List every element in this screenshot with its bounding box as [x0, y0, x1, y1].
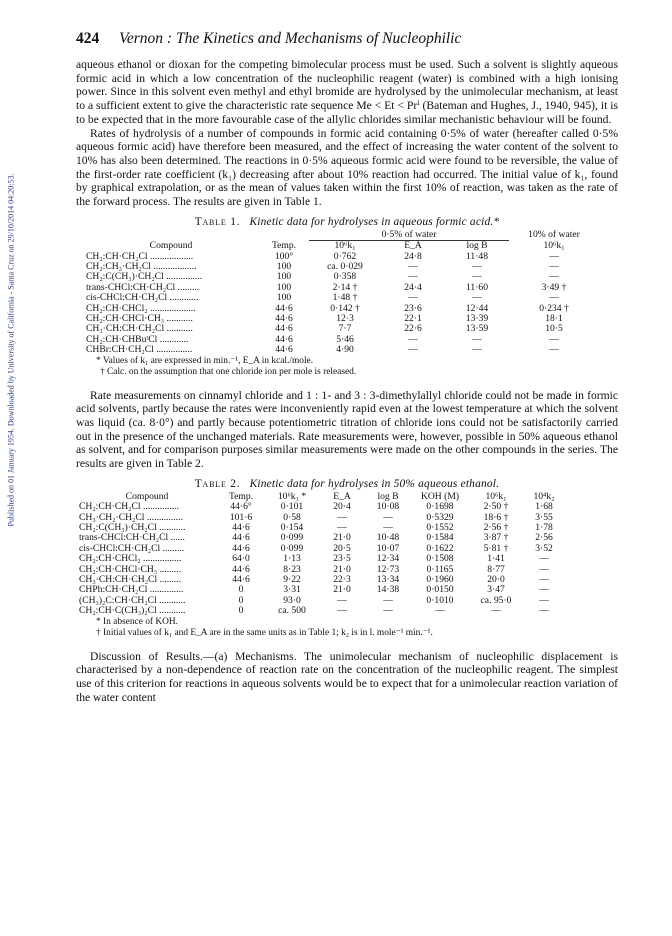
table2-col-k1-koh: 10⁶k₁: [485, 490, 507, 502]
table2-cell: 12·34: [376, 553, 400, 565]
table1-note-2: † Calc. on the assumption that one chloride ion per mole is released.: [100, 367, 357, 378]
table1-cell: 12·3: [336, 312, 354, 324]
table1-cell: —: [549, 271, 559, 283]
table2-cell: 0·1960: [426, 574, 454, 586]
table2-row: [76, 606, 564, 616]
table2-cell: 21·0: [333, 584, 351, 596]
table1-cell: —: [472, 271, 482, 283]
table2-cell: 20·4: [333, 501, 351, 513]
table2-cell: 0·099: [280, 542, 304, 554]
table2-cell: 13·34: [376, 574, 400, 586]
table1-cell: —: [549, 250, 559, 262]
paragraph-4: Discussion of Results.—(a) Mechanisms. The unimolecular mechanism of nucleophilic displacement is characterised by a non-dependence of reaction rate on the concentration of the nucleophilic reagent. The simplest use of this criterion for reactions in aqueous solvents would be to expect that for a unimolecular reaction variation of the water content: [76, 649, 618, 704]
table1-cell: 13·59: [465, 323, 489, 335]
table2-cell: 0·0150: [426, 584, 454, 596]
table2-cell: ca. 500: [278, 605, 306, 617]
table2-cell: 44·6: [232, 574, 250, 586]
table2-cell: 14·38: [376, 584, 400, 596]
table1-cell: 23·6: [404, 302, 422, 314]
table1-cell: —: [408, 271, 418, 283]
table2-cell: —: [539, 574, 549, 586]
table2-cell: —: [539, 584, 549, 596]
table2-note-2: † Initial values of k₁ and E_A are in the same units as in Table 1; k₂ is in l. mole⁻¹ min.⁻¹.: [96, 628, 433, 639]
table1-cell: —: [549, 344, 559, 356]
journal-page: [76, 30, 618, 705]
table1-cell: 18·1: [545, 312, 563, 324]
table1-cell: 3·49 †: [541, 281, 567, 293]
table1-cell: —: [549, 260, 559, 272]
table2-cell: 0·1698: [426, 501, 454, 513]
table2-cell: —: [337, 605, 347, 617]
table2-cell: (CH₃)₂C:CH·CH₂Cl ...........: [79, 594, 186, 606]
table1-cell: 44·6: [275, 344, 293, 356]
page-number: 424: [76, 30, 100, 47]
table2-cell: 0·1584: [426, 532, 454, 544]
table2-cell: 23·5: [333, 553, 351, 565]
table1-cell: —: [549, 333, 559, 345]
table2-cell: —: [337, 522, 347, 534]
running-title: Vernon : The Kinetics and Mechanisms of Nucleophilic: [119, 30, 462, 47]
table2-cell: 101·6: [229, 511, 253, 523]
table2-cell: CH₂:CH·C(CH₃)₂Cl ...........: [79, 605, 186, 617]
table2-col-temp: Temp.: [228, 490, 254, 502]
table2-cell: 3·31: [283, 584, 301, 596]
table2-cell: 0: [238, 605, 244, 617]
table1-row: [83, 345, 599, 355]
table1-cell: 0·358: [333, 271, 357, 283]
table1-note-1: * Values of k₁ are expressed in min.⁻¹, E_A in kcal./mole.: [96, 355, 314, 366]
table2: [76, 492, 564, 617]
table1-header-row: [83, 241, 599, 252]
table1-cell: 100: [276, 281, 292, 293]
table2-cell: CH₂:CH·CHCl·CH₃ .........: [79, 563, 182, 575]
table1-cell: 0·142 †: [330, 302, 360, 314]
table2-cell: 1·78: [535, 522, 553, 534]
table2-cell: 9·22: [283, 574, 301, 586]
table2-cell: —: [383, 605, 393, 617]
table1-cell: —: [472, 344, 482, 356]
table2-cell: 3·87 †: [483, 532, 509, 544]
table1-cell: 13·39: [465, 312, 489, 324]
table2-cell: —: [539, 605, 549, 617]
table2-cell: 12·73: [376, 563, 400, 575]
table2-cell: 44·6°: [230, 501, 252, 513]
table2-cell: 1·41: [487, 553, 505, 565]
table1-cell: 24·8: [404, 250, 422, 262]
table2-cell: 0: [238, 584, 244, 596]
running-header: [76, 30, 618, 50]
table1-cell: CH₂:CH₂·CH₂Cl ..................: [86, 260, 197, 272]
table2-cell: —: [539, 594, 549, 606]
paragraph-1: aqueous ethanol or dioxan for the competing bimolecular process must be used. Such a solvent is slightly aqueous formic acid in which a low concentration of the nucleophilic reagent (water) is combined with a high ionising power. Since in this solvent even methyl and ethyl bromide are hydrolysed by the unimolecular mechanism, at least to a sufficient extent to give the characteristic rate sequence Me < Et < Prⁱ (Bateman and Hughes, J., 1940, 945), it is to be expected that in the more favourable case of the allylic chlorides similar mechanistic behaviour will be found.: [76, 58, 618, 126]
table2-cell: 2·50 †: [483, 501, 509, 513]
table1-cell: CH₂:CH·CHCl·CH₃ ...........: [86, 312, 193, 324]
table2-label: Table 2.: [194, 477, 241, 490]
table2-cell: 64·0: [232, 553, 250, 565]
table1-cell: 24·4: [404, 281, 422, 293]
table2-cell: CHPh:CH·CH₂Cl ..............: [79, 584, 184, 596]
table2-cell: 5·81 †: [483, 542, 509, 554]
table1-cell: 44·6: [275, 302, 293, 314]
table1-cell: 4·90: [336, 344, 354, 356]
table1-cell: 44·6: [275, 333, 293, 345]
table2-cell: 44·6: [232, 563, 250, 575]
table1-cell: —: [408, 292, 418, 304]
table2-cell: 0·154: [280, 522, 304, 534]
side-note-text: Published on 01 January 1954. Downloaded by University of California - Santa Cruz on 29/10/2014 04:20:53.: [6, 173, 16, 527]
table2-col-k2: 10⁴k₂: [533, 490, 555, 502]
table2-cell: ca. 95·0: [480, 594, 512, 606]
table1-cell: —: [549, 292, 559, 304]
table2-body: [76, 502, 564, 616]
table2-cell: 0: [238, 594, 244, 606]
table1-cell: 44·6: [275, 323, 293, 335]
table2-cell: 21·0: [333, 532, 351, 544]
table2-cell: 0·099: [280, 532, 304, 544]
table2-cell: 0·58: [283, 511, 301, 523]
table1-col-k1-10: 10⁶k₁: [543, 239, 565, 251]
table2-cell: 1·68: [535, 501, 553, 513]
table1-cell: 10·5: [545, 323, 563, 335]
table1-cell: CH₂:CH·CHBuᵗCl ............: [86, 333, 189, 345]
table2-cell: 1·13: [283, 553, 301, 565]
table2-col-k1: 10⁶k₁ *: [277, 490, 307, 502]
table1-cell: —: [408, 344, 418, 356]
table2-cell: 10·07: [376, 542, 400, 554]
table2-title: Kinetic data for hydrolyses in 50% aqueous ethanol.: [249, 477, 500, 490]
table2-cell: —: [337, 511, 347, 523]
table2-cell: —: [337, 594, 347, 606]
table2-cell: 3·52: [535, 542, 553, 554]
table1-cell: 7·7: [338, 323, 352, 335]
table2-col-ea: E_A: [333, 490, 351, 502]
table2-cell: —: [383, 522, 393, 534]
table1-cell: 11·60: [465, 281, 489, 293]
table2-cell: —: [539, 563, 549, 575]
table2-cell: 0·1165: [426, 563, 454, 575]
table2-cell: 10·48: [376, 532, 400, 544]
table1-group-row: [83, 230, 599, 241]
table1-cell: 1·48 †: [332, 292, 358, 304]
table2-cell: 20·5: [333, 542, 351, 554]
table2-cell: 0·5329: [426, 511, 454, 523]
table2-cell: 2·56: [535, 532, 553, 544]
table2-col-koh: KOH (M): [420, 490, 460, 502]
table2-cell: 93·0: [283, 594, 301, 606]
table2-cell: —: [383, 511, 393, 523]
table2-cell: CH₃·CH₂·CH₂Cl ...............: [79, 511, 183, 523]
paragraph-3: Rate measurements on cinnamyl chloride and 1 : 1- and 3 : 3-dimethylallyl chloride could not be made in formic acid solvents, partly because the rates were inconveniently rapid even at the lowest temperature at which the solvent was liquid (ca. 8·0°) and partly because potentiometric titration of chloride ions could not be satisfactorily carried out in the presence of the unchanged materials. Rate measurements were, however, possible in 50% aqueous ethanol as solvent, and for comparison purposes similar measurements were made on the other compounds in the series. The results are given in Table 2.: [76, 388, 618, 471]
table1-cell: 100: [276, 292, 292, 304]
table2-cell: 22·3: [333, 574, 351, 586]
table2-cell: 0·1552: [426, 522, 454, 534]
table1-title: Kinetic data for hydrolyses in aqueous formic acid.*: [249, 215, 500, 228]
table1-cell: 12·44: [465, 302, 489, 314]
table1-cell: —: [408, 260, 418, 272]
table2-cell: 0·101: [280, 501, 304, 513]
table1-group-header: 0·5% of water: [309, 230, 509, 241]
table1-cell: trans-CHCl:CH·CH₂Cl .........: [86, 281, 200, 293]
table1-cell: 44·6: [275, 312, 293, 324]
table1-col-logb: log B: [466, 240, 488, 252]
table1-cell: 100: [276, 260, 292, 272]
table1-body: [83, 252, 599, 356]
table1-label: Table 1.: [194, 215, 241, 228]
table1-cell: 22·1: [404, 312, 422, 324]
table1-cell: 2·14 †: [332, 281, 358, 293]
table2-cell: —: [383, 594, 393, 606]
table2-cell: CH₂:C(CH₃)·CH₂Cl ...........: [79, 522, 186, 534]
table1-cell: CH₂:C(CH₃)·CH₂Cl ...............: [86, 271, 203, 283]
paragraph-2: Rates of hydrolysis of a number of compounds in formic acid containing 0·5% of water (hereafter called 0·5% aqueous formic acid) have therefore been measured, and the effect of increasing the water content of the solvent to 10% has also been determined. The reactions in 0·5% aqueous formic acid were found to be reversible, the value of the first-order rate coefficient (k₁) decreasing after about 10% reaction had occurred. The initial value of k₁, found by graphical extrapolation, or as the mean of values taken within the first 10% of reaction, was taken as the rate of the forward process. The results are given in Table 1.: [76, 126, 618, 209]
table2-cell: 2·56 †: [483, 522, 509, 534]
table2-cell: trans-CHCl:CH·CH₂Cl ......: [79, 532, 185, 544]
table2-col-compound: Compound: [125, 490, 169, 502]
table1-cell: —: [472, 260, 482, 272]
table2-cell: 44·6: [232, 542, 250, 554]
table2-cell: 0·1508: [426, 553, 454, 565]
table2-cell: CH₃·CH:CH·CH₂Cl .........: [79, 574, 182, 586]
table1-col-temp: Temp.: [271, 239, 297, 251]
table2-cell: 0·1622: [426, 542, 454, 554]
table1-group-header-2: 10% of water: [528, 228, 580, 240]
table2-cell: 3·47: [487, 584, 505, 596]
table2-cell: —: [435, 605, 445, 617]
table2-cell: 8·23: [283, 563, 301, 575]
table2-col-logb: log B: [377, 490, 399, 502]
table1-cell: CHBr:CH·CH₂Cl ...............: [86, 344, 193, 356]
table2-caption: [76, 478, 618, 490]
table2-note-1: * In absence of KOH.: [96, 616, 179, 627]
table2-cell: 18·6 †: [483, 511, 509, 523]
table1-cell: 5·46: [336, 333, 354, 345]
table2-cell: —: [491, 605, 501, 617]
table2-cell: 0·1010: [426, 594, 454, 606]
table1-cell: cis-CHCl:CH·CH₂Cl ............: [86, 292, 199, 304]
table2-cell: 44·6: [232, 522, 250, 534]
table2-cell: 44·6: [232, 532, 250, 544]
table1-col-compound: Compound: [149, 239, 193, 251]
table1-cell: —: [408, 333, 418, 345]
table1: [83, 230, 599, 356]
table1-cell: ca. 0·029: [327, 260, 363, 272]
table1-cell: 100: [276, 271, 292, 283]
table1-cell: 22·6: [404, 323, 422, 335]
table1-col-ea: E_A: [404, 240, 422, 252]
table2-cell: CH₂:CH·CH₂Cl ...............: [79, 501, 179, 513]
table1-cell: 0·762: [333, 250, 357, 262]
table2-cell: 10·08: [376, 501, 400, 513]
table1-caption: [76, 216, 618, 228]
side-publication-note: [4, 100, 18, 600]
table2-cell: 3·55: [535, 511, 553, 523]
table1-cell: —: [472, 333, 482, 345]
table2-cell: CH₂:CH·CHCl₂ ................: [79, 553, 182, 565]
table1-cell: 100°: [274, 250, 294, 262]
table1-cell: 0·234 †: [539, 302, 569, 314]
table1-cell: CH₂:CH·CH₂Cl ..................: [86, 250, 194, 262]
table1-cell: —: [472, 292, 482, 304]
table2-cell: 8·77: [487, 563, 505, 575]
table2-cell: 20·0: [487, 574, 505, 586]
table2-cell: cis-CHCl:CH·CH₂Cl .........: [79, 542, 185, 554]
table1-col-k1: 10⁶k₁: [334, 240, 356, 252]
table2-cell: 21·0: [333, 563, 351, 575]
table1-cell: CH₂:CH·CHCl₂ ...................: [86, 302, 196, 314]
table1-cell: CH₃·CH:CH·CH₂Cl ...........: [86, 323, 193, 335]
table1-cell: 11·48: [465, 250, 489, 262]
table2-cell: —: [539, 553, 549, 565]
